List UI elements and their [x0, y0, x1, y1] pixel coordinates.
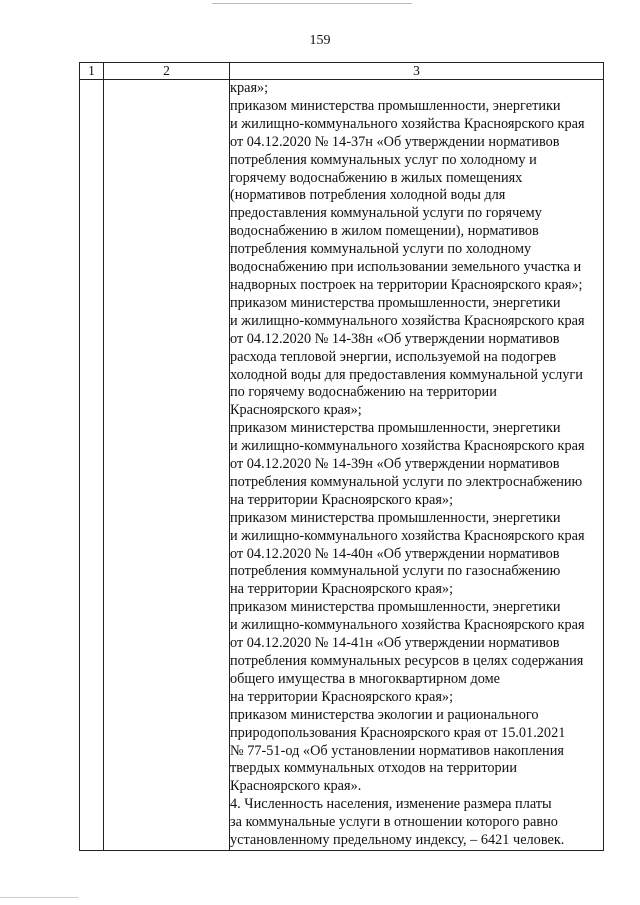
text-line: и жилищно-коммунального хозяйства Красноярского края — [230, 527, 585, 544]
text-line: № 77-51-од «Об установлении нормативов накопления — [230, 742, 564, 759]
text-line: расхода тепловой энергии, используемой на подогрев — [230, 348, 557, 365]
text-line: холодной воды для предоставления коммунальной услуги — [230, 366, 583, 383]
bottom-rule — [0, 897, 78, 898]
text-line: от 04.12.2020 № 14-40н «Об утверждении нормативов — [230, 545, 560, 562]
text-line: от 04.12.2020 № 14-37н «Об утверждении нормативов — [230, 133, 560, 150]
text-line: природопользования Красноярского края от 15.01.2021 — [230, 724, 566, 741]
text-line: приказом министерства промышленности, энергетики — [230, 420, 561, 437]
text-line: потребления коммунальной услуги по газоснабжению — [230, 563, 561, 580]
text-line: приказом министерства промышленности, энергетики — [230, 509, 561, 526]
text-line: 4. Численность населения, изменение размера платы — [230, 796, 552, 813]
text-line: и жилищно-коммунального хозяйства Красноярского края — [230, 617, 585, 634]
text-line: (нормативов потребления холодной воды для — [230, 187, 506, 204]
text-line: и жилищно-коммунального хозяйства Красноярского края — [230, 115, 585, 132]
text-line: Красноярского края»; — [230, 402, 362, 419]
column-header-2: 2 — [104, 63, 230, 80]
text-line: приказом министерства промышленности, энергетики — [230, 97, 561, 114]
text-line: по горячему водоснабжению на территории — [230, 384, 497, 401]
column-header-1: 1 — [80, 63, 104, 80]
text-line: надворных построек на территории Красноярского края»; — [230, 276, 583, 293]
cell-column-2 — [104, 80, 230, 851]
text-line: потребления коммунальной услуги по электроснабжению — [230, 473, 583, 490]
text-line: потребления коммунальной услуги по холодному — [230, 241, 532, 258]
text-line: на территории Красноярского края»; — [230, 491, 454, 508]
cell-column-1 — [80, 80, 104, 851]
text-line: водоснабжению при использовании земельного участка и — [230, 259, 582, 276]
cell-text — [230, 80, 603, 850]
text-line: за коммунальные услуги в отношении которого равно — [230, 814, 558, 831]
text-line: потребления коммунальных ресурсов в целях содержания — [230, 653, 584, 669]
text-line: и жилищно-коммунального хозяйства Красноярского края — [230, 438, 585, 455]
text-line: Красноярского края». — [230, 778, 362, 795]
top-rule — [212, 3, 412, 4]
text-line: водоснабжению в жилом помещении), нормативов — [230, 223, 539, 240]
text-line: приказом министерства экологии и рационального — [230, 706, 539, 723]
cell-column-3 — [230, 80, 604, 851]
text-line: приказом министерства промышленности, энергетики — [230, 599, 561, 616]
text-line: от 04.12.2020 № 14-39н «Об утверждении нормативов — [230, 456, 560, 473]
text-line: предоставления коммунальной услуги по горячему — [230, 205, 542, 222]
text-line: потребления коммунальных услуг по холодному и — [230, 151, 537, 168]
table-row — [80, 80, 604, 851]
text-line: края»; — [230, 80, 269, 96]
text-line: от 04.12.2020 № 14-41н «Об утверждении нормативов — [230, 635, 560, 652]
table-header-row — [80, 63, 604, 80]
document-table — [79, 62, 604, 851]
text-line: общего имущества в многоквартирном доме — [230, 670, 501, 687]
column-header-3: 3 — [230, 63, 604, 80]
text-line: на территории Красноярского края»; — [230, 581, 454, 598]
text-line: от 04.12.2020 № 14-38н «Об утверждении нормативов — [230, 330, 560, 347]
text-line: на территории Красноярского края»; — [230, 688, 454, 705]
text-line: твердых коммунальных отходов на территории — [230, 760, 517, 777]
text-line: установленному предельному индексу, – 6421 человек. — [230, 832, 565, 849]
text-line: горячему водоснабжению в жилых помещениях — [230, 169, 523, 186]
text-line: и жилищно-коммунального хозяйства Красноярского края — [230, 312, 585, 329]
text-line: приказом министерства промышленности, энергетики — [230, 294, 561, 311]
page-number: 159 — [309, 33, 331, 48]
